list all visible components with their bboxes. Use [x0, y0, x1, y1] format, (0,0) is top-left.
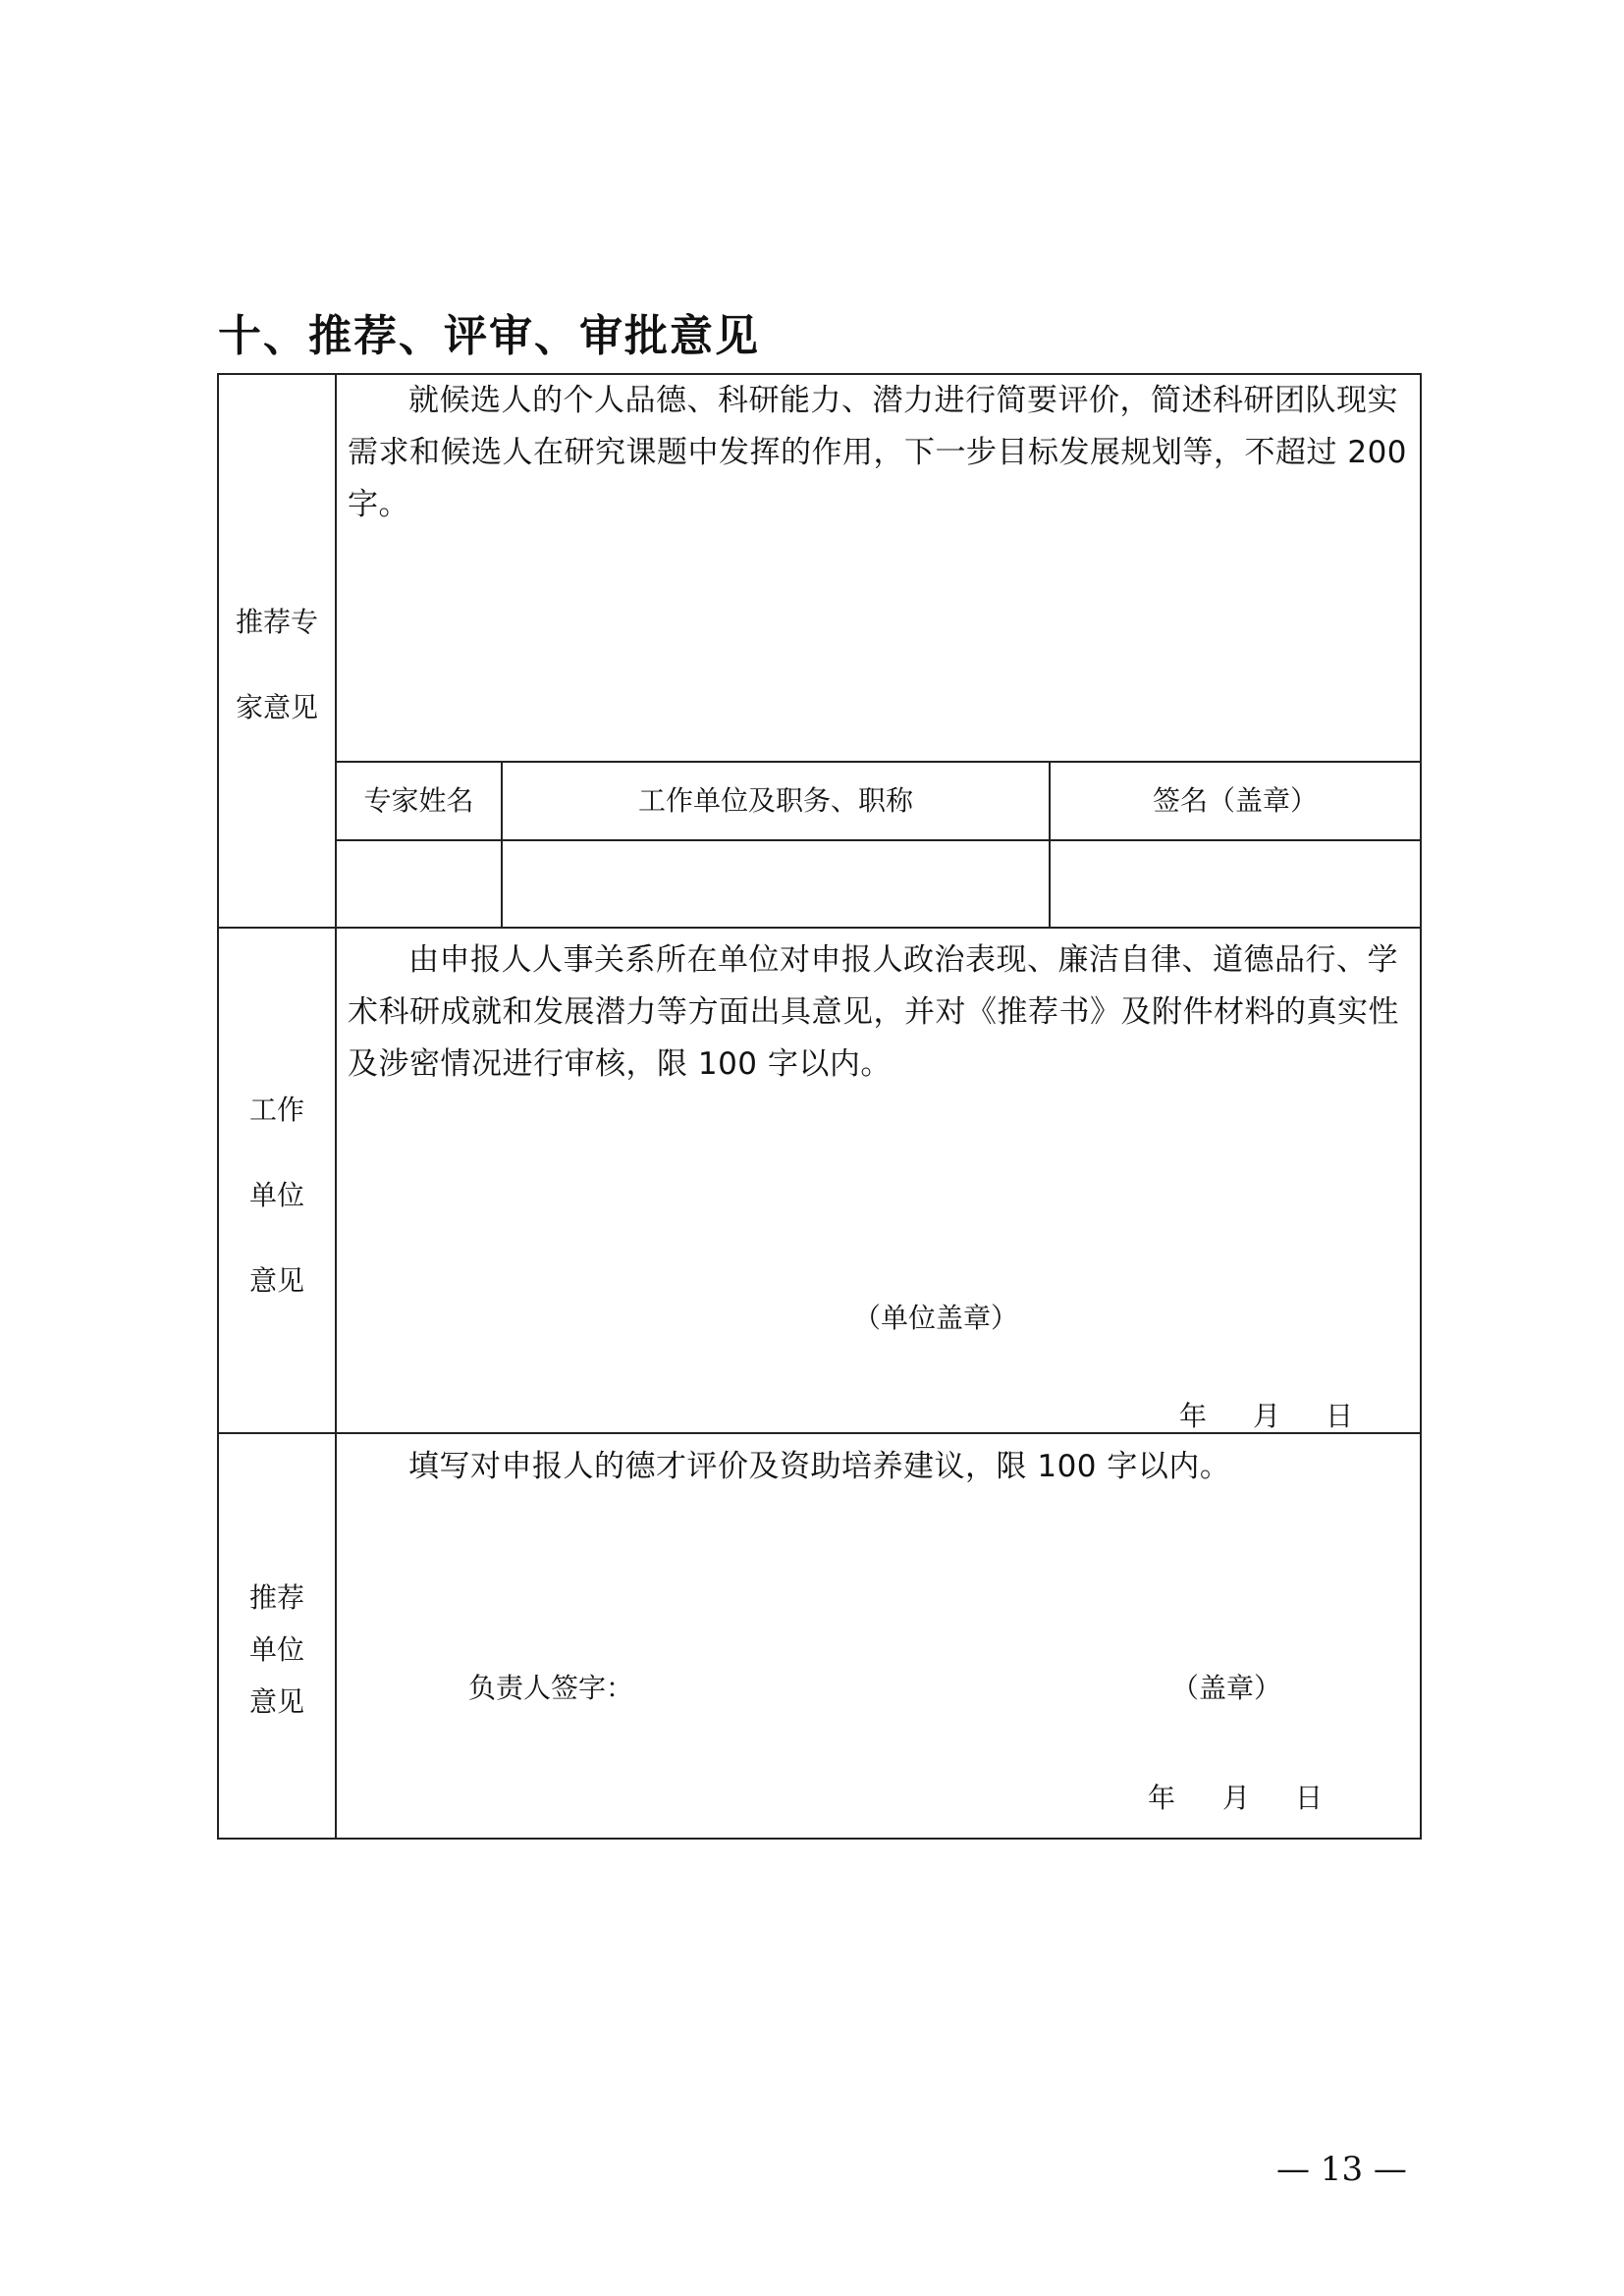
- employer-year: 年: [1179, 1400, 1208, 1432]
- employer-instruction: 由申报人人事关系所在单位对申报人政治表现、廉洁自律、道德品行、学术科研成就和发展潜力等方面出具意见，并对《推荐书》及附件材料的真实性及涉密情况进行审核，限 100 字以内。: [348, 942, 1399, 1082]
- row-divider-expert-table: [335, 761, 1420, 763]
- employer-day: 日: [1326, 1400, 1354, 1432]
- recommender-label-line2: 单位: [248, 1633, 304, 1666]
- employer-month: 月: [1253, 1400, 1281, 1432]
- recommender-year: 年: [1148, 1782, 1176, 1814]
- page-number: — 13 —: [1276, 2150, 1407, 2189]
- expert-col-sign: 签名（盖章）: [1152, 784, 1318, 817]
- expert-label-line1: 推荐专: [235, 606, 318, 638]
- employer-label-line2: 单位: [248, 1179, 304, 1211]
- recommender-instruction: 填写对申报人的德才评价及资助培养建议，限 100 字以内。: [408, 1449, 1231, 1484]
- row-divider-employer: [219, 927, 1420, 929]
- recommender-month: 月: [1222, 1782, 1251, 1814]
- expert-label-line2: 家意见: [235, 691, 318, 723]
- row-divider-recommender: [219, 1432, 1420, 1434]
- expert-instruction: 就候选人的个人品德、科研能力、潜力进行简要评价，简述科研团队现实需求和候选人在研究课题中发挥的作用，下一步目标发展规划等，不超过 200 字。: [348, 383, 1408, 522]
- expert-col-name: 专家姓名: [363, 784, 474, 817]
- expert-unit-cell[interactable]: [503, 841, 1047, 925]
- employer-label-line3: 意见: [248, 1264, 304, 1297]
- recommender-seal: （盖章）: [1171, 1672, 1282, 1704]
- expert-sign-cell[interactable]: [1051, 841, 1418, 925]
- employer-seal: （单位盖章）: [853, 1302, 1019, 1334]
- opinion-table: [217, 373, 1422, 1840]
- recommender-label-line1: 推荐: [248, 1581, 304, 1614]
- employer-label-line1: 工作: [248, 1094, 304, 1126]
- recommender-signer: 负责人签字：: [468, 1672, 634, 1704]
- label-column-divider: [335, 375, 337, 1838]
- recommender-day: 日: [1295, 1782, 1324, 1814]
- expert-col-unit: 工作单位及职务、职称: [637, 784, 913, 817]
- expert-name-cell[interactable]: [337, 841, 499, 925]
- section-title: 十、推荐、评审、审批意见: [218, 311, 760, 361]
- recommender-label-line3: 意见: [248, 1685, 304, 1718]
